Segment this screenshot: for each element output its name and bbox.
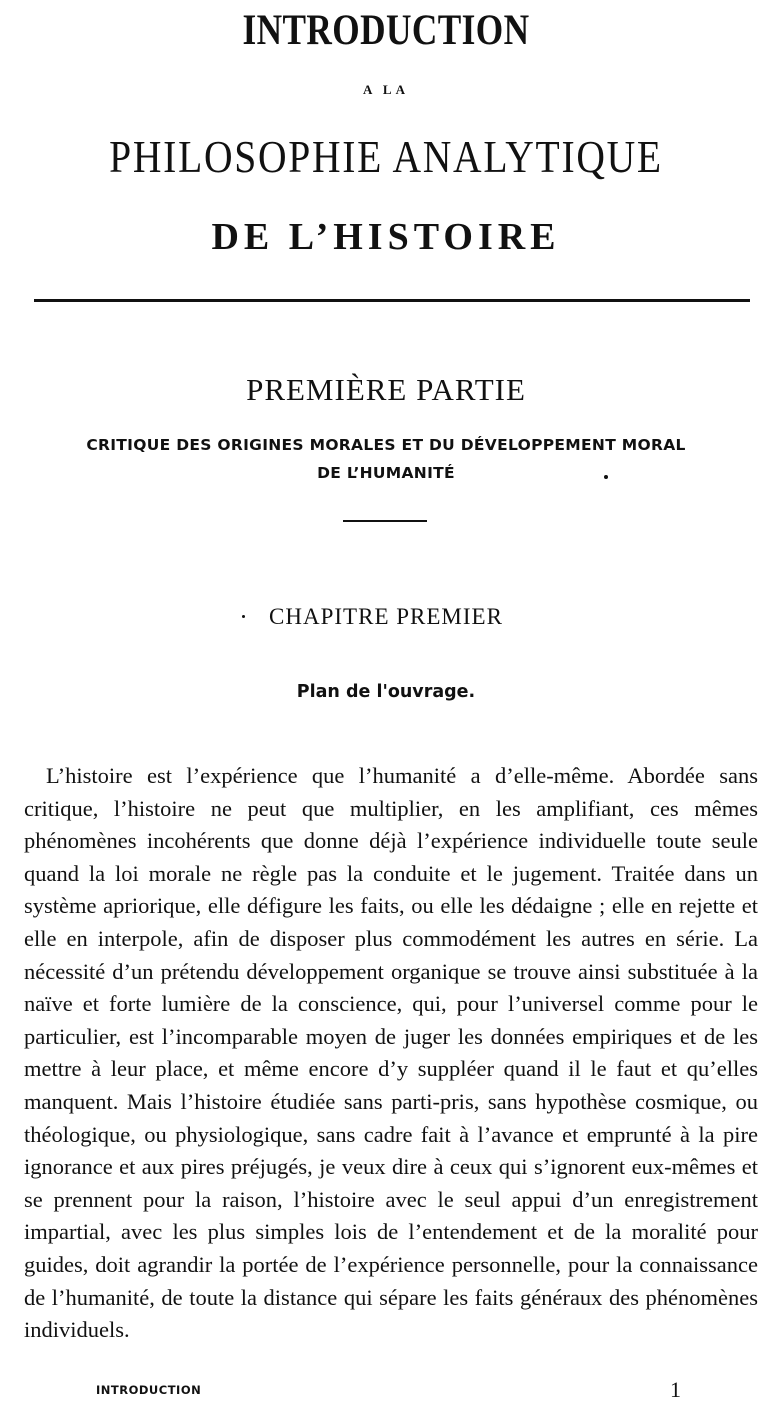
part-subtitle-line-2: DE L’HUMANITÉ xyxy=(317,464,455,482)
chapter-subtitle: Plan de l'ouvrage. xyxy=(296,682,476,702)
ink-speck xyxy=(604,475,608,479)
signature-mark: INTRODUCTION xyxy=(96,1383,202,1397)
part-subtitle xyxy=(0,431,772,487)
part-heading: PREMIÈRE PARTIE xyxy=(246,372,526,407)
main-title: INTRODUCTION xyxy=(242,7,530,54)
title-divider xyxy=(34,299,750,302)
section-divider xyxy=(343,520,427,522)
title-philosophy: PHILOSOPHIE ANALYTIQUE xyxy=(109,131,663,182)
chapter-heading: CHAPITRE PREMIER xyxy=(269,604,503,629)
part-subtitle-line-1: CRITIQUE DES ORIGINES MORALES ET DU DÉVELOPPEMENT MORAL xyxy=(86,436,686,454)
page-number: 1 xyxy=(670,1377,681,1402)
title-history: DE L’HISTOIRE xyxy=(211,216,561,258)
title-connector: A LA xyxy=(363,82,409,97)
body-paragraph: L’histoire est l’expérience que l’humanité a d’elle-même. Abordée sans critique, l’histoire ne peut que multiplier, en les amplifiant, ces mêmes phénomènes incohérents que donne déjà l’expérience individuelle toute seule quand la loi morale ne règle pas la conduite et le jugement. Traitée dans un système apriorique, elle défigure les faits, ou elle les dédaigne ; elle en rejette et elle en interpole, afin de disposer plus commodément les autres en série. La nécessité d’un prétendu développement organique se trouve ainsi substituée à la naïve et forte lumière de la conscience, qui, pour l’universel comme pour le particulier, est l’incomparable moyen de juger les données empiriques et de les mettre à leur place, et même encore d’y suppléer quand il le faut et qu’elles manquent. Mais l’histoire étudiée sans parti-pris, sans hypothèse cosmique, ou théologique, ou physiologique, sans cadre fait à l’avance et emprunté à la pire ignorance et aux pires préjugés, je veux dire à ceux qui s’ignorent eux-mêmes et se prennent pour la raison, l’histoire avec le seul appui d’un enregistrement impartial, avec les plus simples lois de l’entendement et de la moralité pour guides, doit agrandir la portée de l’expérience personnelle, pour la connaissance de l’humanité, de toute la distance qui sépare les faits généraux des phénomènes individuels. xyxy=(24,763,758,1343)
